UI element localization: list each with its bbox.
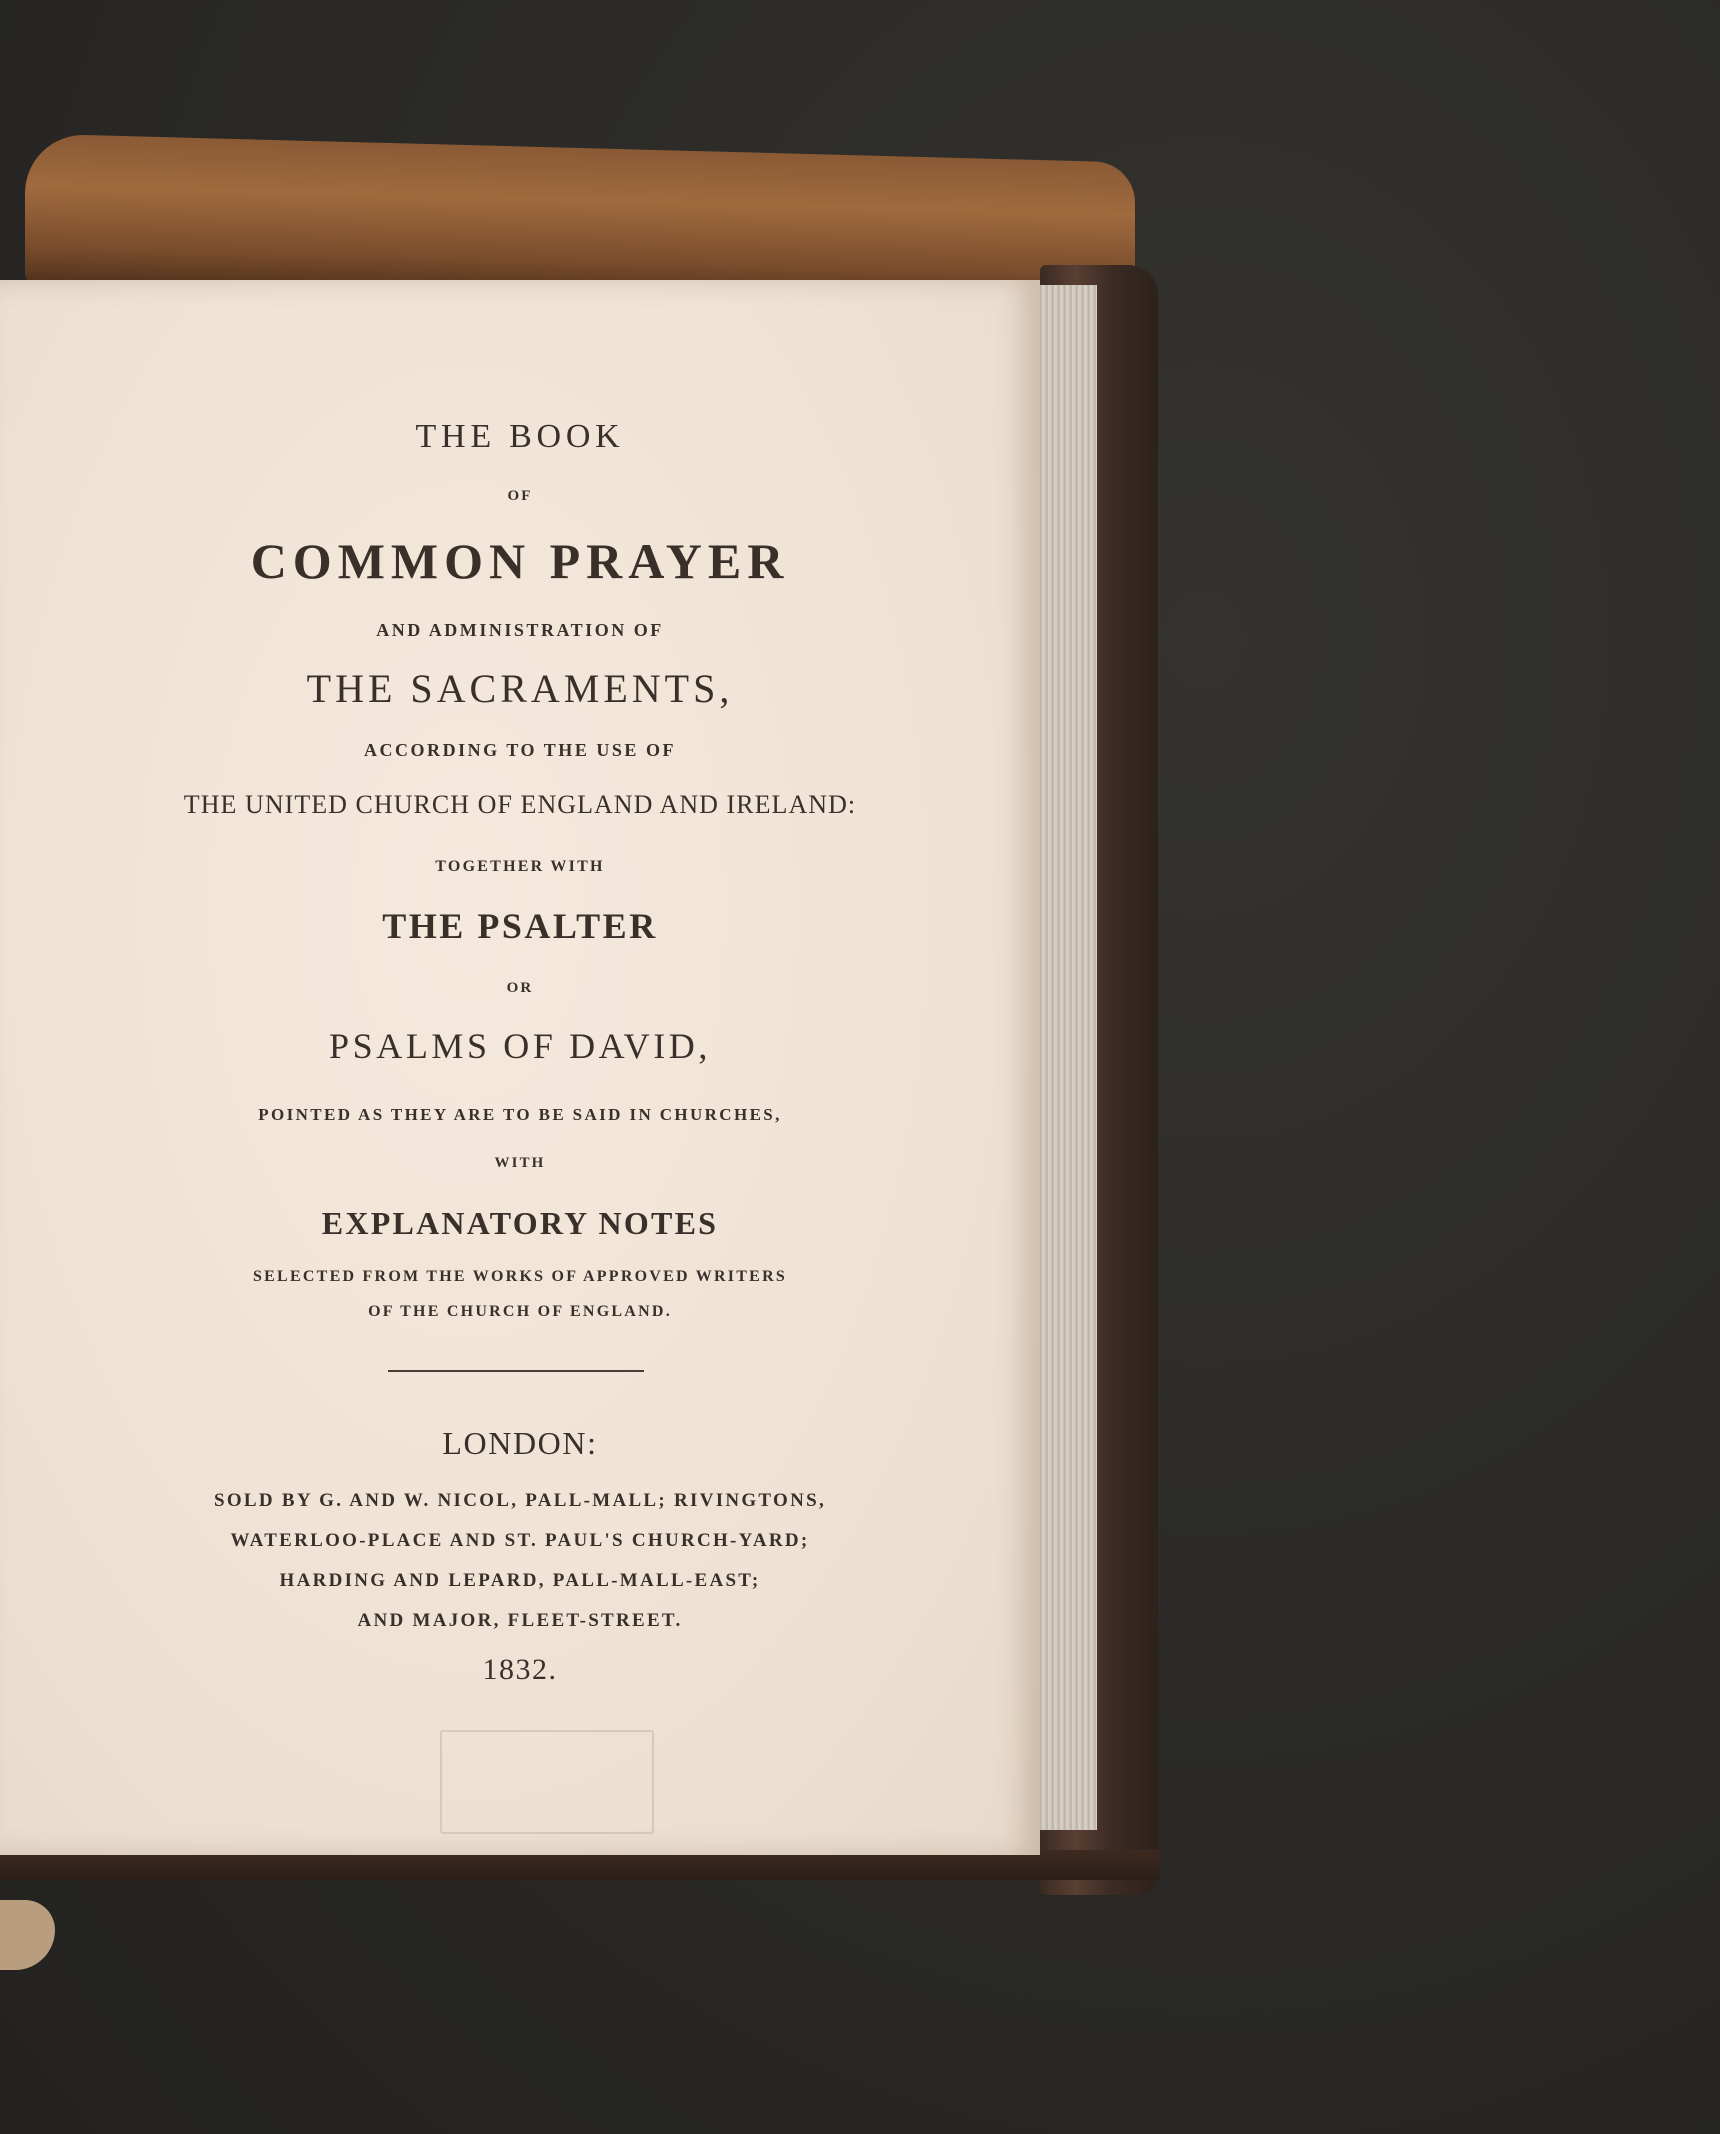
imprint-line-3: HARDING AND LEPARD, PALL-MALL-EAST; (279, 1570, 761, 1591)
title-line-1: THE BOOK (415, 418, 625, 455)
imprint-place: LONDON: (442, 1425, 598, 1461)
title-line-15: SELECTED FROM THE WORKS OF APPROVED WRITERS (252, 1268, 788, 1285)
page-edges (1035, 285, 1097, 1830)
title-psalms: PSALMS OF DAVID, (328, 1026, 712, 1066)
imprint-line-1: SOLD BY G. AND W. NICOL, PALL-MALL; RIVINGTONS, (214, 1490, 826, 1511)
title-line-16: OF THE CHURCH OF ENGLAND. (368, 1303, 672, 1320)
title-main: COMMON PRAYER (250, 533, 790, 589)
title-line-8: TOGETHER WITH (435, 858, 605, 875)
title-line-7: THE UNITED CHURCH OF ENGLAND AND IRELAND: (183, 790, 857, 819)
title-sacraments: THE SACRAMENTS, (306, 666, 734, 711)
title-line-4: AND ADMINISTRATION OF (376, 620, 664, 640)
imprint-line-2: WATERLOO-PLACE AND ST. PAUL'S CHURCH-YARD; (230, 1530, 810, 1551)
title-page (0, 280, 1040, 1855)
imprint-line-4: AND MAJOR, FLEET-STREET. (357, 1610, 683, 1631)
title-line-6: ACCORDING TO THE USE OF (363, 740, 677, 760)
title-line-10: OR (506, 980, 534, 996)
title-psalter: THE PSALTER (382, 906, 658, 946)
divider-rule (388, 1370, 644, 1372)
title-line-2: OF (507, 488, 533, 504)
imprint-year: 1832. (482, 1653, 558, 1686)
title-line-12: POINTED AS THEY ARE TO BE SAID IN CHURCHES, (258, 1105, 782, 1124)
title-notes: EXPLANATORY NOTES (321, 1205, 719, 1241)
cover-corner (0, 1900, 55, 1970)
faded-library-stamp (440, 1730, 654, 1834)
title-line-13: WITH (494, 1155, 546, 1171)
